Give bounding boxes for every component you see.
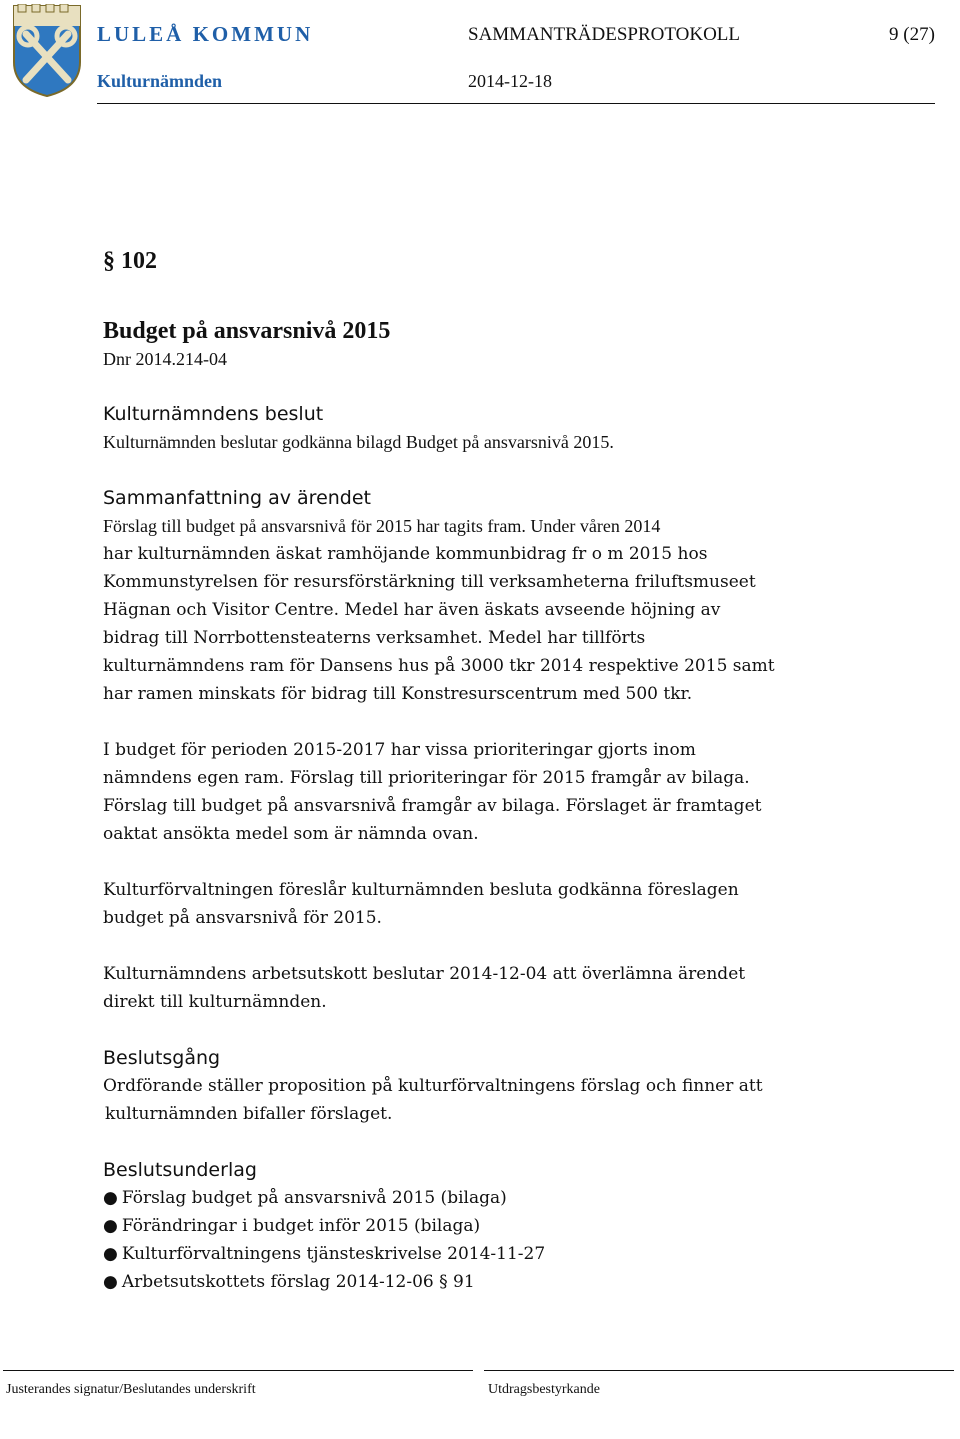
paragraph-reference: 91 [453,1272,475,1292]
summary-line: Hägnan och Visitor Centre. Medel har även äskats avseende höjning av [103,600,721,620]
bullet-icon: ● [103,1188,118,1208]
municipal-coat-of-arms-icon [12,4,82,98]
bullet-icon: ● [103,1272,118,1292]
summary-line: har ramen minskats för bidrag till Konstresurscentrum med 500 tkr. [103,684,693,704]
list-item-text: Kulturförvaltningens tjänsteskrivelse 2014-11-27 [121,1244,546,1264]
meeting-date: 2014-12-18 [468,71,552,91]
decision-heading: Kulturnämndens beslut [103,403,324,425]
document-type: SAMMANTRÄDESPROTOKOLL [468,24,741,45]
summary-line: bidrag till Norrbottensteaterns verksamhet. Medel har tillförts [103,628,646,648]
procedure-line: Ordförande ställer proposition på kulturförvaltningens förslag och finner att [103,1076,763,1096]
committee-line: direkt till kulturnämnden. [103,992,327,1012]
diary-number: Dnr 2014.214-04 [103,349,227,369]
priorities-line: I budget för perioden 2015-2017 har vissa prioriteringar gjorts inom [103,740,696,760]
bullet-icon: ● [103,1244,118,1264]
signature-line [3,1370,473,1371]
certification-line [484,1370,954,1371]
procedure-line: kulturnämnden bifaller förslaget. [105,1104,393,1124]
list-item-text: Arbetsutskottets förslag 2014-12-06 [121,1272,434,1292]
committee-name: Kulturnämnden [97,71,223,91]
section-sign-icon: § [439,1272,448,1292]
proposal-line: budget på ansvarsnivå för 2015. [103,908,382,928]
summary-line: har kulturnämnden äskat ramhöjande kommunbidrag fr o m 2015 hos [103,544,708,564]
certification-label: Utdragsbestyrkande [488,1382,600,1397]
list-item [103,1240,833,1268]
basis-heading: Beslutsunderlag [103,1159,257,1181]
list-item [103,1268,833,1296]
summary-heading: Sammanfattning av ärendet [103,487,371,509]
list-item-text: Förändringar i budget inför 2015 (bilaga) [121,1216,481,1236]
paragraph-number-value: 102 [121,248,157,274]
summary-line: Förslag till budget på ansvarsnivå för 2015 har tagits fram. Under våren 2014 [103,516,661,536]
paragraph-number [103,248,833,275]
list-item-text: Förslag budget på ansvarsnivå 2015 (bilaga) [121,1188,507,1208]
document-body [103,248,833,1296]
procedure-heading: Beslutsgång [103,1047,221,1069]
priorities-line: Förslag till budget på ansvarsnivå framgår av bilaga. Förslaget är framtaget [103,796,762,816]
header-divider [97,103,935,104]
list-item [103,1212,833,1240]
summary-line: Kommunstyrelsen för resursförstärkning till verksamheterna friluftsmuseet [103,572,756,592]
priorities-line: nämndens egen ram. Förslag till prioriteringar för 2015 framgår av bilaga. [103,768,750,788]
section-sign-icon: § [103,248,115,274]
proposal-line: Kulturförvaltningen föreslår kulturnämnden besluta godkänna föreslagen [103,880,739,900]
bullet-icon: ● [103,1216,118,1236]
summary-line: kulturnämndens ram för Dansens hus på 3000 tkr 2014 respektive 2015 samt [103,656,775,676]
basis-list [103,1184,833,1296]
committee-line: Kulturnämndens arbetsutskott beslutar 2014-12-04 att överlämna ärendet [103,964,746,984]
document-title: Budget på ansvarsnivå 2015 [103,318,391,344]
priorities-line: oaktat ansökta medel som är nämnda ovan. [103,824,479,844]
signature-label: Justerandes signatur/Beslutandes underskrift [6,1382,256,1397]
organization-name: LULEÅ KOMMUN [97,22,314,46]
page-number: 9 (27) [889,24,935,45]
list-item [103,1184,833,1212]
decision-text: Kulturnämnden beslutar godkänna bilagd Budget på ansvarsnivå 2015. [103,432,614,452]
